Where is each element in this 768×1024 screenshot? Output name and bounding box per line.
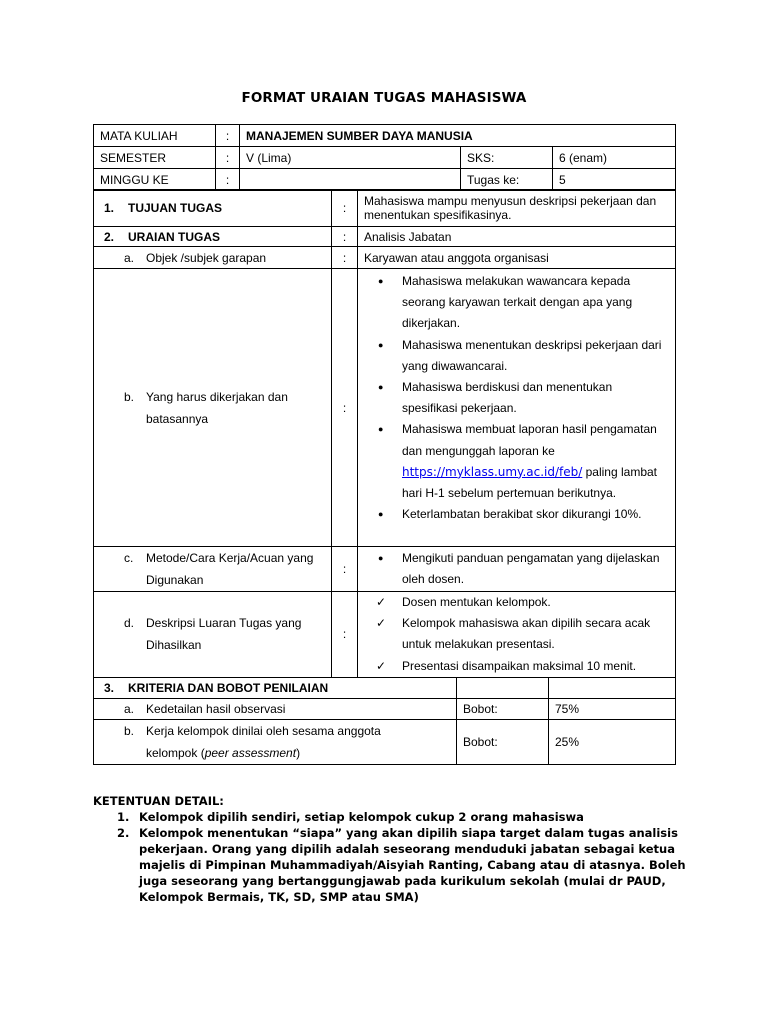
bullet-icon: ● [378, 276, 384, 286]
item-c-list-cell [358, 547, 676, 592]
empty-cell [549, 677, 676, 698]
list-item: ● Mahasiswa membuat laporan hasil pengamatan dan mengunggah laporan ke https://myklass.umy.ac.id/feb/ paling lambat hari H-1 sebelum pertemuan berikutnya. [358, 419, 669, 504]
list-item: 2. Kelompok menentukan “siapa” yang akan dipilih siapa target dalam tugas analisis pekerjaan. Orang yang dipilih adalah seseorang menduduki jabatan sebagai ketua majelis di Pimpinan Muhammadiyah/Aisyiah Ranting, Cabang atau di atasnya. Boleh juga seseorang yang bertanggungjawab pada kurikulum sekolah (mulai dr PAUD, Kelompok Bermais, TK, SD, SMP atau SMA) [117, 826, 686, 904]
section2-number: 2. [104, 229, 115, 244]
checkmark-icon: ✓ [376, 616, 387, 631]
row-objek [94, 247, 676, 269]
item-a-value: Karyawan atau anggota organisasi [358, 247, 676, 269]
item-b-list [358, 271, 669, 525]
item-c-label [94, 547, 332, 592]
row-kedetailan [94, 698, 676, 719]
tugas-label: Tugas ke: [461, 169, 553, 191]
item-c-list [358, 548, 669, 590]
sks-label: SKS: [461, 147, 553, 169]
section1-text: Mahasiswa mampu menyusun deskripsi pekerjaan dan menentukan spesifikasinya. [358, 190, 676, 227]
mata-kuliah-value: MANAJEMEN SUMBER DAYA MANUSIA [240, 125, 676, 147]
list-item: ● Mahasiswa melakukan wawancara kepada seorang karyawan terkait dengan apa yang dikerjakan. [358, 271, 669, 335]
myklass-link[interactable]: https://myklass.umy.ac.id/feb/ [402, 464, 583, 479]
colon: : [216, 147, 240, 169]
minggu-value [240, 169, 461, 191]
colon: : [332, 592, 358, 678]
row-uraian [94, 227, 676, 247]
item-b-key: b. [124, 389, 135, 404]
tugas-value: 5 [553, 169, 676, 191]
row-minggu [94, 169, 676, 191]
section3-number: 3. [104, 680, 115, 695]
list-item: ✓ Kelompok mahasiswa akan dipilih secara acak untuk melakukan presentasi. [358, 613, 669, 655]
colon: : [332, 227, 358, 247]
section3-header [94, 677, 457, 698]
item-d-text: Deskripsi Luaran Tugas yang Dihasilkan [146, 616, 302, 653]
criteria-b-key: b. [124, 723, 135, 738]
list-item: ✓ Dosen mentukan kelompok. [358, 592, 669, 613]
mata-kuliah-label: MATA KULIAH [94, 125, 216, 147]
task-table [93, 189, 676, 765]
row-kerja-kelompok [94, 719, 676, 764]
item-a-label [94, 247, 332, 269]
colon: : [332, 190, 358, 227]
semester-value: V (Lima) [240, 147, 461, 169]
list-item: ● Mengikuti panduan pengamatan yang dijelaskan oleh dosen. [358, 548, 669, 590]
item-a-text: Objek /subjek garapan [146, 250, 267, 265]
semester-label: SEMESTER [94, 147, 216, 169]
list-item: ● Mahasiswa berdiskusi dan menentukan spesifikasi pekerjaan. [358, 377, 669, 419]
bullet-icon: ● [378, 339, 384, 350]
list-item: ● Keterlambatan berakibat skor dikurangi 10%. [358, 504, 669, 525]
item-c-text: Metode/Cara Kerja/Acuan yang Digunakan [146, 551, 314, 587]
bullet-icon: ● [378, 424, 384, 435]
section1-number: 1. [104, 201, 115, 215]
row-yang-harus [94, 269, 676, 547]
item-c-key: c. [124, 551, 134, 565]
criteria-b-bobot-label: Bobot: [457, 719, 549, 764]
list-item: 1. Kelompok dipilih sendiri, setiap kelompok cukup 2 orang mahasiswa [117, 810, 584, 824]
list-item: ● Mahasiswa menentukan deskripsi pekerjaan dari yang diwawancarai. [358, 335, 669, 377]
section2-value: Analisis Jabatan [358, 227, 676, 247]
sks-value: 6 (enam) [553, 147, 676, 169]
row-kriteria [94, 677, 676, 698]
item-b-text: Yang harus dikerjakan dan batasannya [146, 389, 288, 426]
empty-cell [457, 677, 549, 698]
minggu-label: MINGGU KE [94, 169, 216, 191]
item-d-key: d. [124, 616, 135, 631]
row-semester [94, 147, 676, 169]
bullet-icon: ● [378, 509, 384, 520]
item-b-label [94, 269, 332, 547]
criteria-b-label [94, 719, 457, 764]
criteria-a-text: Kedetailan hasil observasi [146, 701, 286, 716]
criteria-b-bobot-value: 25% [549, 719, 676, 764]
section2-header [94, 227, 332, 247]
row-metode [94, 547, 676, 592]
criteria-a-bobot-label: Bobot: [457, 698, 549, 719]
bullet-icon: ● [378, 552, 384, 563]
section2-title: URAIAN TUGAS [128, 229, 220, 244]
criteria-a-bobot-value: 75% [549, 698, 676, 719]
colon: : [332, 547, 358, 592]
colon: : [216, 169, 240, 191]
course-info-table [93, 124, 676, 191]
colon: : [332, 247, 358, 269]
item-a-key: a. [124, 250, 135, 265]
bullet-icon: ● [378, 382, 384, 393]
item-d-label [94, 592, 332, 678]
document-title: FORMAT URAIAN TUGAS MAHASISWA [241, 90, 527, 106]
colon: : [216, 125, 240, 147]
section1-title: TUJUAN TUGAS [128, 201, 223, 215]
list-item: ✓ Presentasi disampaikan maksimal 10 menit. [358, 656, 669, 677]
item-d-list-cell [358, 592, 676, 678]
ketentuan-detail [93, 793, 693, 905]
criteria-a-key: a. [124, 701, 135, 716]
row-deskripsi [94, 592, 676, 678]
section3-title: KRITERIA DAN BOBOT PENILAIAN [128, 680, 329, 695]
section1-header [94, 190, 332, 227]
ketentuan-title: KETENTUAN DETAIL: [93, 794, 224, 808]
ketentuan-list [93, 809, 693, 905]
colon: : [332, 269, 358, 547]
criteria-b-text: Kerja kelompok dinilai oleh sesama anggota kelompok (peer assessment) [146, 723, 381, 760]
row-tujuan [94, 190, 676, 227]
checkmark-icon: ✓ [376, 595, 387, 609]
checkmark-icon: ✓ [376, 658, 387, 673]
row-mata-kuliah [94, 125, 676, 147]
item-b-list-cell [358, 269, 676, 547]
criteria-a-label [94, 698, 457, 719]
item-d-list [358, 592, 669, 677]
